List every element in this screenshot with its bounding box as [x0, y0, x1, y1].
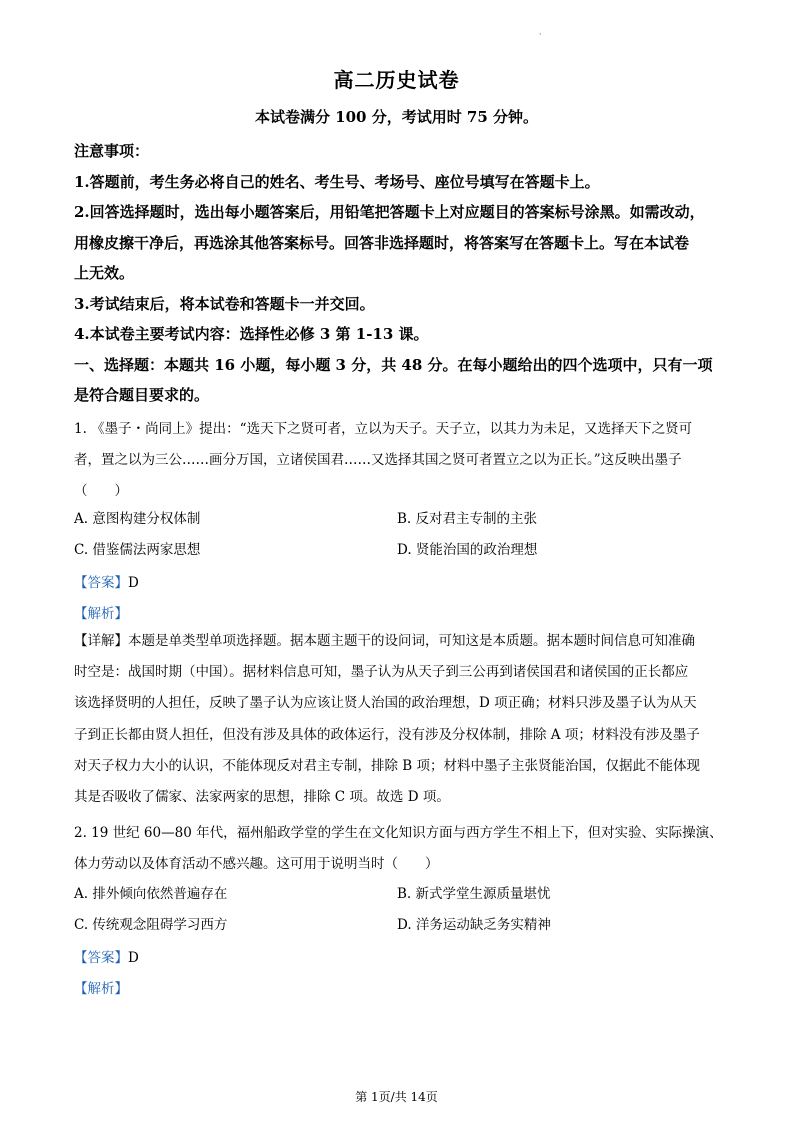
option-a: A. 排外倾向依然普遍存在: [74, 886, 228, 902]
notice-item: 上无效。: [74, 264, 135, 282]
section-heading-cont: 是符合题目要求的。: [74, 386, 210, 404]
question-1-options-row-1: [74, 507, 734, 538]
question-2-analysis: [74, 977, 128, 997]
page-number: 第 1页/共 14页: [355, 1090, 438, 1104]
question-2-answer: [74, 946, 139, 966]
question-1-blank: （ ）: [74, 483, 128, 499]
question-1-line: 1. 《墨子・尚同上》提出：“选天下之贤可者，立以为天子。天子立，以其力为未足，又选择天下之贤可: [74, 421, 693, 437]
option-c: C. 借鉴儒法两家思想: [74, 542, 201, 558]
notice-item: 1.答题前，考生务必将自己的姓名、考生号、考场号、座位号填写在答题卡上。: [74, 172, 600, 191]
question-1-line: 者，置之以为三公……画分万国，立诸侯国君……又选择其国之贤可者置立之以为正长。”这反映出墨子: [74, 452, 682, 468]
notice-heading: 注意事项：: [74, 142, 150, 160]
exam-subtitle: 本试卷满分 100 分，考试用时 75 分钟。: [254, 108, 539, 126]
option-a: A. 意图构建分权体制: [74, 511, 201, 527]
question-1-options-row-2: [74, 538, 734, 569]
answer-tag: 【答案】: [74, 950, 128, 966]
section-heading: 一、选择题：本题共 16 小题，每小题 3 分，共 48 分。在每小题给出的四个选项中，只有一项: [74, 355, 713, 374]
question-1-detail: [74, 626, 724, 813]
notice-item: 4.本试卷主要考试内容：选择性必修 3 第 1-13 课。: [74, 325, 429, 343]
question-2-options-row-1: [74, 882, 734, 913]
option-d: D. 贤能治国的政治理想: [397, 542, 538, 558]
question-2-line: 体力劳动以及体育活动不感兴趣。这可用于说明当时（ ）: [74, 856, 439, 872]
detail-line: 子到正长都由贤人担任，但没有涉及具体的政体运行，没有涉及分权体制，排除 A 项；材料没有涉及墨子: [74, 726, 700, 743]
question-1-stem: [74, 414, 734, 507]
option-b: B. 反对君主专制的主张: [397, 511, 538, 527]
detail-line: 该选择贤明的人担任，反映了墨子认为应该让贤人治国的政治理想，D 项正确；材料只涉及墨子认为从天: [74, 695, 697, 712]
question-1-analysis: [74, 602, 128, 622]
option-b: B. 新式学堂生源质量堪忧: [397, 886, 551, 902]
detail-line: 对天子权力大小的认识，不能体现反对君主专制，排除 B 项；材料中墨子主张贤能治国，仅据此不能体现: [74, 757, 701, 774]
page-title: 高二历史试卷: [333, 68, 460, 92]
analysis-tag: 【解析】: [74, 981, 128, 997]
notice-item: 用橡皮擦干净后，再选涂其他答案标号。回答非选择题时，将答案写在答题卡上。写在本试卷: [74, 233, 690, 252]
analysis-tag: 【解析】: [74, 606, 128, 622]
detail-line: 【详解】本题是单类型单项选择题。据本题主题干的设问词，可知这是本质题。据本题时间信息可知准确: [74, 633, 695, 649]
detail-line: 时空是：战国时期（中国）。据材料信息可知，墨子认为从天子到三公再到诸侯国君和诸侯国的正长都应: [74, 664, 689, 681]
answer-value: D: [128, 575, 139, 591]
question-2-line: 2. 19 世纪 60—80 年代，福州船政学堂的学生在文化知识方面与西方学生不相上下，但对实验、实际操演、: [74, 825, 723, 841]
answer-value: D: [128, 950, 139, 966]
question-2-stem: [74, 818, 734, 880]
decorative-dot: ·: [539, 30, 542, 39]
answer-tag: 【答案】: [74, 575, 128, 591]
notice-item: 3.考试结束后，将本试卷和答题卡一并交回。: [74, 294, 375, 313]
option-d: D. 洋务运动缺乏务实精神: [397, 917, 551, 933]
notice-block: [74, 136, 744, 411]
detail-line: 其是否吸收了儒家、法家两家的思想，排除 C 项。故选 D 项。: [74, 789, 450, 806]
notice-item: 2.回答选择题时，选出每小题答案后，用铅笔把答题卡上对应题目的答案标号涂黑。如需改动，: [74, 203, 705, 221]
question-2-options-row-2: [74, 913, 734, 944]
question-1-answer: [74, 571, 139, 591]
option-c: C. 传统观念阻碍学习西方: [74, 917, 228, 933]
